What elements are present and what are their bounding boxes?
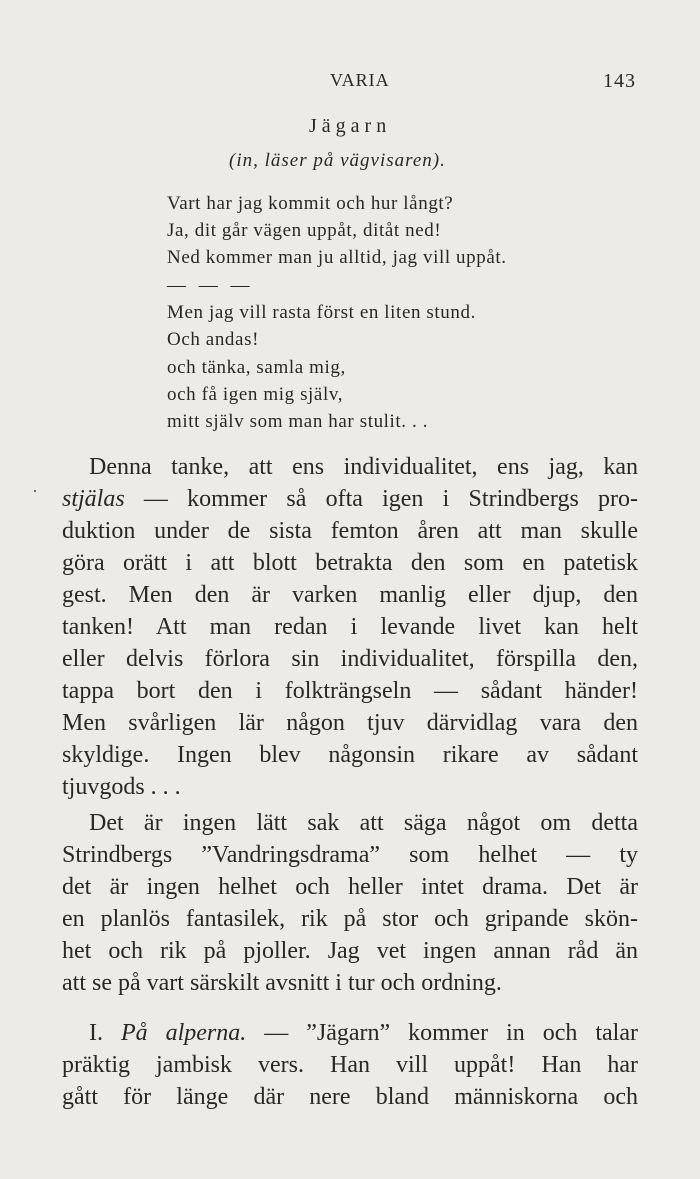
prose-line: duktion under de sista femton åren att man skulle (62, 518, 638, 544)
prose-line: gest. Men den är varken manlig eller djup, den (62, 582, 638, 608)
prose-text: — ”Jägarn” kommer in och talar (246, 1020, 638, 1046)
poem-title: Jägarn (309, 115, 392, 137)
prose-line: att se på vart särskilt avsnitt i tur och ordning. (62, 970, 502, 996)
italic-word: stjälas (62, 486, 125, 512)
prose-line: Men svårligen lär någon tjuv därvidlag vara den (62, 710, 638, 736)
poem-line: Ned kommer man ju alltid, jag vill uppåt. (167, 247, 507, 268)
poem-line: och tänka, samla mig, (167, 357, 346, 378)
margin-mark: · (32, 481, 38, 501)
prose-line: präktig jambisk vers. Han vill uppåt! Han har (62, 1052, 638, 1078)
poem-line: Ja, dit går vägen uppåt, ditåt ned! (167, 220, 442, 241)
prose-line: göra orätt i att blott betrakta den som en patetisk (62, 550, 638, 576)
prose-line: tjuvgods . . . (62, 774, 181, 800)
prose-line: eller delvis förlora sin individualitet, förspilla den, (62, 646, 638, 672)
prose-line: het och rik på pjoller. Jag vet ingen annan råd än (62, 938, 638, 964)
prose-line: Strindbergs ”Vandringsdrama” som helhet — ty (62, 842, 638, 868)
stage-direction: (in, läser på vägvisaren). (229, 150, 446, 171)
section-number: I. (89, 1020, 121, 1046)
prose-line: tanken! Att man redan i levande livet kan helt (62, 614, 638, 640)
section-title: På alperna. (120, 1020, 247, 1046)
poem-line: mitt själv som man har stulit. . . (167, 411, 429, 432)
prose-line: skyldige. Ingen blev någonsin rikare av sådant (62, 742, 638, 768)
poem-line: Och andas! (167, 329, 259, 350)
prose-line: gått för länge där nere bland människorna och (62, 1084, 638, 1110)
poem-line: Vart har jag kommit och hur långt? (167, 193, 454, 214)
prose-line: en planlös fantasilek, rik på stor och gripande skön- (62, 906, 638, 932)
prose-line (89, 1018, 638, 1048)
poem-line: Men jag vill rasta först en liten stund. (167, 302, 476, 323)
page-number: 143 (603, 70, 636, 92)
prose-line: Det är ingen lätt sak att säga något om detta (89, 810, 638, 836)
prose-line (62, 484, 638, 514)
prose-text: — kommer så ofta igen i Strindbergs pro- (124, 486, 638, 512)
running-title: VARIA (330, 70, 390, 90)
prose-line: Denna tanke, att ens individualitet, ens jag, kan (89, 454, 638, 480)
prose-line: det är ingen helhet och heller intet drama. Det är (62, 874, 638, 900)
prose-line: tappa bort den i folkträngseln — sådant händer! (62, 678, 638, 704)
poem-separator: — — — (167, 275, 254, 296)
poem-line: och få igen mig själv, (167, 384, 344, 405)
